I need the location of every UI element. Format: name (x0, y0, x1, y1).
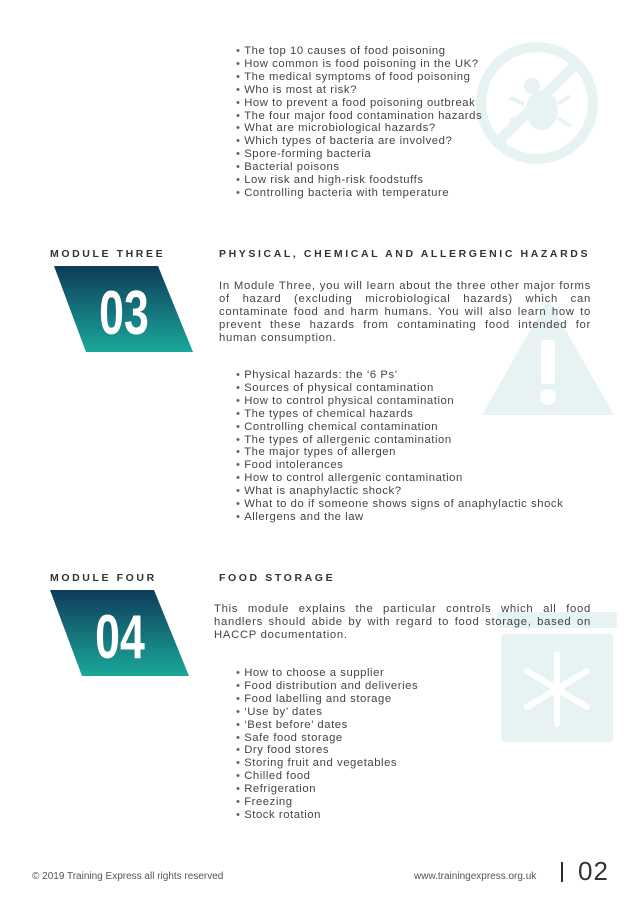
list-item: • Controlling bacteria with temperature (236, 187, 482, 200)
module-three-description: In Module Three, you will learn about the three other major forms of hazard (excluding microbiological hazards) which can contaminate food and harm humans. You will also learn how to prevent these hazards from contaminating food intended for human consumption. (219, 280, 591, 344)
list-item: • Chilled food (236, 770, 418, 783)
module-four-title: FOOD STORAGE (219, 572, 336, 584)
list-item: • The types of allergenic contamination (236, 434, 563, 447)
list-item: • Sources of physical contamination (236, 382, 563, 395)
module-three-label: MODULE THREE (50, 248, 166, 260)
module-three-topic-list (236, 369, 563, 524)
list-item: • The four major food contamination hazards (236, 110, 482, 123)
list-item: • Safe food storage (236, 732, 418, 745)
list-item: • How to control physical contamination (236, 395, 563, 408)
list-item: • What are microbiological hazards? (236, 122, 482, 135)
list-item: • Freezing (236, 796, 418, 809)
list-item: • Food intolerances (236, 459, 563, 472)
list-item: • The major types of allergen (236, 446, 563, 459)
footer-website-link[interactable]: www.trainingexpress.org.uk (414, 871, 537, 882)
list-item: • The top 10 causes of food poisoning (236, 45, 482, 58)
list-item: • What is anaphylactic shock? (236, 485, 563, 498)
module-three-number: 03 (99, 278, 149, 348)
list-item: • Refrigeration (236, 783, 418, 796)
module-three-title: PHYSICAL, CHEMICAL AND ALLERGENIC HAZARDS (219, 248, 591, 260)
module-four-number: 04 (95, 602, 145, 672)
list-item: • Allergens and the law (236, 511, 563, 524)
list-item: • The types of chemical hazards (236, 408, 563, 421)
list-item: • Low risk and high-risk foodstuffs (236, 174, 482, 187)
list-item: • Spore-forming bacteria (236, 148, 482, 161)
module-two-topic-list (236, 45, 482, 200)
list-item: • How to control allergenic contamination (236, 472, 563, 485)
list-item: • Which types of bacteria are involved? (236, 135, 482, 148)
list-item: • Dry food stores (236, 744, 418, 757)
list-item: • ‘Best before’ dates (236, 719, 418, 732)
list-item: • How to choose a supplier (236, 667, 418, 680)
module-four-number-badge (50, 590, 190, 677)
list-item: • Stock rotation (236, 809, 418, 822)
list-item: • Food distribution and deliveries (236, 680, 418, 693)
list-item: • Controlling chemical contamination (236, 421, 563, 434)
list-item: • Storing fruit and vegetables (236, 757, 418, 770)
list-item: • What to do if someone shows signs of anaphylactic shock (236, 498, 563, 511)
footer-divider (561, 862, 563, 882)
list-item: • Physical hazards: the ‘6 Ps’ (236, 369, 563, 382)
list-item: • ‘Use by’ dates (236, 706, 418, 719)
list-item: • How common is food poisoning in the UK? (236, 58, 482, 71)
list-item: • How to prevent a food poisoning outbreak (236, 97, 482, 110)
module-four-description: This module explains the particular controls which all food handlers should abide by with regard to food storage, based on HACCP documentation. (214, 603, 591, 641)
list-item: • Food labelling and storage (236, 693, 418, 706)
module-four-topic-list (236, 667, 418, 822)
no-bug-icon (472, 38, 602, 168)
module-four-label: MODULE FOUR (50, 572, 157, 584)
list-item: • Who is most at risk? (236, 84, 482, 97)
list-item: • The medical symptoms of food poisoning (236, 71, 482, 84)
page-number: 02 (578, 856, 609, 886)
module-three-number-badge (54, 266, 194, 353)
footer-copyright: © 2019 Training Express all rights reserved (32, 871, 224, 882)
list-item: • Bacterial poisons (236, 161, 482, 174)
